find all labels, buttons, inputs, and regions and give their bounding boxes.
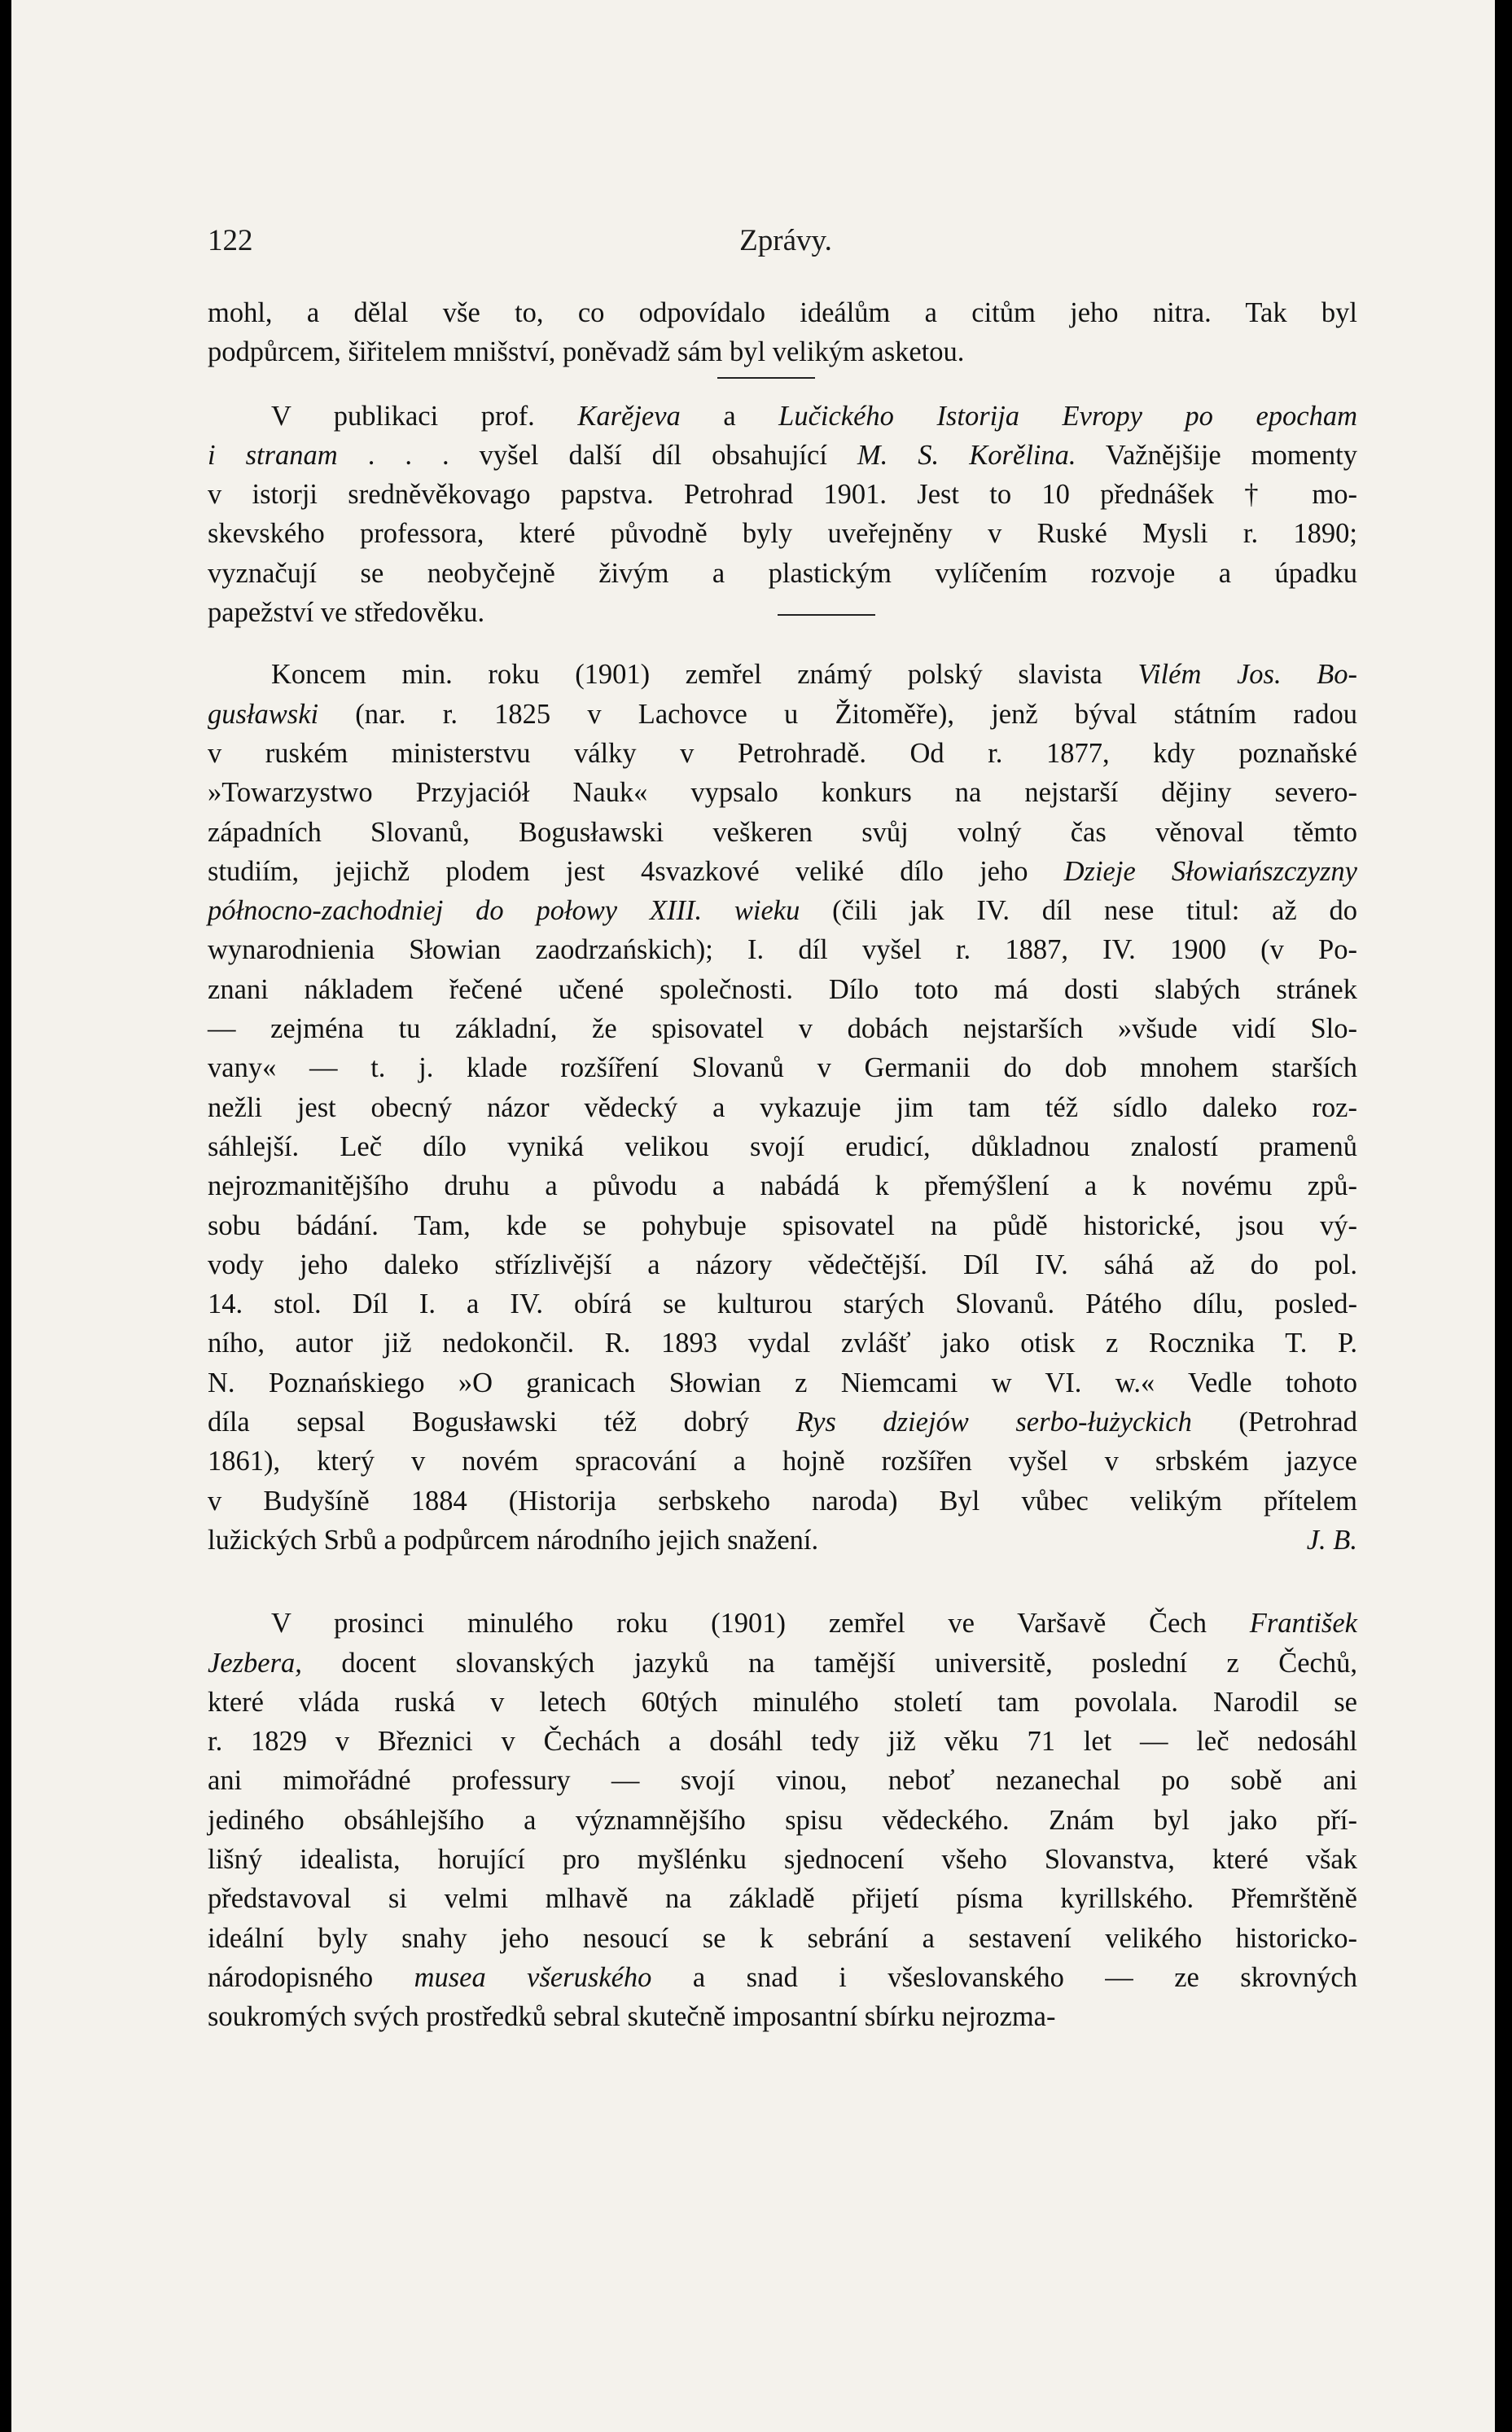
text-line: wynarodnienia Słowian zaodrzańskich); I. díl vyšel r. 1887, IV. 1900 (v Po- (208, 934, 1357, 966)
text-line: vany« — t. j. klade rozšíření Slovanů v Germanii do dob mnohem starších (208, 1052, 1357, 1084)
text-line: národopisného musea všeruského a snad i všeslovanského — ze skrovných (208, 1961, 1357, 1993)
page-header (208, 223, 1364, 264)
text-line: představoval si velmi mlhavě na základě přijetí písma kyrillského. Přemrštěně (208, 1883, 1357, 1915)
text-line: jediného obsáhlejšího a významnějšího spisu vědeckého. Znám byl jako pří- (208, 1804, 1357, 1836)
text-line: které vláda ruská v letech 60tých minulého století tam povolala. Narodil se (208, 1686, 1357, 1718)
text-line: 1861), který v novém spracování a hojně rozšířen vyšel v srbském jazyce (208, 1446, 1357, 1477)
paragraph-2 (208, 397, 1357, 633)
text-line: v ruském ministerstvu války v Petrohradě. Od r. 1877, kdy poznaňské (208, 737, 1357, 769)
separator-rule (717, 377, 815, 379)
separator-rule (778, 614, 875, 616)
text-line: »Towarzystwo Przyjaciół Nauk« vypsalo konkurs na nejstarší dějiny severo- (208, 777, 1357, 809)
text-line: sobu bádání. Tam, kde se pohybuje spisovatel na půdě historické, jsou vý- (208, 1209, 1357, 1241)
page-number: 122 (208, 224, 253, 257)
text-line: V prosinci minulého roku (1901) zemřel ve Varšavě Čech František (271, 1608, 1357, 1640)
text-line: i stranam . . . vyšel další díl obsahující M. S. Korělina. Važnějšije momenty (208, 439, 1357, 471)
text-line: západních Slovanů, Bogusławski veškeren svůj volný čas věnoval těmto (208, 816, 1357, 848)
text-line: nejrozmanitějšího druhu a původu a nabádá k přemýšlení a k novému způ- (208, 1170, 1357, 1202)
paragraph-3 (208, 655, 1357, 1560)
text-line: v istorji sredněvěkovago papstva. Petrohrad 1901. Jest to 10 přednášek † mo- (208, 479, 1357, 511)
text-line: vyznačují se neobyčejně živým a plastickým vylíčením rozvoje a úpadku (208, 557, 1357, 589)
text-line: N. Poznańskiego »O granicach Słowian z Niemcami w VI. w.« Vedle tohoto (208, 1367, 1357, 1398)
author-signature: J. B. (1306, 1524, 1357, 1556)
text-line: soukromých svých prostředků sebral skutečně imposantní sbírku nejrozma- (208, 2001, 1056, 2033)
text-line: podpůrcem, šiřitelem mnišství, poněvadž sám byl velikým asketou. (208, 336, 965, 368)
text-line: V publikaci prof. Karějeva a Lučického Istorija Evropy po epocham (271, 400, 1357, 432)
paragraph-4 (208, 1604, 1357, 2036)
text-line: studiím, jejichž plodem jest 4svazkové veliké dílo jeho Dzieje Słowiańszczyzny (208, 855, 1357, 887)
text-line: północno-zachodniej do połowy XIII. wieku (čili jak IV. díl nese titul: až do (208, 895, 1358, 927)
text-line: Koncem min. roku (1901) zemřel známý polský slavista Vilém Jos. Bo- (271, 659, 1357, 691)
text-line: díla sepsal Bogusławski též dobrý Rys dziejów serbo-łużyckich (Petrohrad (208, 1407, 1357, 1438)
text-line: mohl, a dělal vše to, co odpovídalo ideálům a citům jeho nitra. Tak byl (208, 297, 1357, 328)
section-separator (208, 632, 1357, 655)
text-line: nežli jest obecný názor vědecký a vykazuje jim tam též sídlo daleko roz- (208, 1091, 1357, 1123)
text-line: lišný idealista, horující pro myšlénku sjednocení všeho Slovanstva, které však (208, 1843, 1357, 1875)
text-line: gusławski (nar. r. 1825 v Lachovce u Žitoměře), jenž býval státním radou (208, 698, 1357, 730)
scanned-page (11, 0, 1495, 2432)
text-line: — zejména tu základní, že spisovatel v dobách nejstarších »všude vidí Slo- (208, 1013, 1357, 1045)
paragraph-1 (208, 293, 1357, 372)
text-line: papežství ve středověku. (208, 597, 485, 629)
section-separator (208, 372, 1357, 397)
body-text (208, 293, 1357, 2036)
running-head: Zprávy. (739, 224, 832, 257)
text-line: lužických Srbů a podpůrcem národního jejich snažení. J. B. (208, 1521, 1357, 1560)
text-line: Jezbera, docent slovanských jazyků na tamější universitě, poslední z Čechů, (208, 1647, 1357, 1679)
text-line: v Budyšíně 1884 (Historija serbskeho naroda) Byl vůbec velikým přítelem (208, 1485, 1357, 1517)
text-line: znani nákladem řečené učené společnosti. Dílo toto má dosti slabých stránek (208, 973, 1357, 1005)
text-line: vody jeho daleko střízlivější a názory vědečtější. Díl IV. sáhá až do pol. (208, 1249, 1357, 1280)
text-line: ního, autor již nedokončil. R. 1893 vydal zvlášť jako otisk z Rocznika T. P. (208, 1328, 1357, 1359)
text-line: 14. stol. Díl I. a IV. obírá se kulturou starých Slovanů. Pátého dílu, posled- (208, 1288, 1357, 1320)
text-line: skevského professora, které původně byly uveřejněny v Ruské Mysli r. 1890; (208, 518, 1357, 550)
text-line: r. 1829 v Březnici v Čechách a dosáhl tedy již věku 71 let — leč nedosáhl (208, 1726, 1357, 1758)
text-line: sáhlejší. Leč dílo vyniká velikou svojí erudicí, důkladnou znalostí pramenů (208, 1130, 1357, 1162)
text-line: ani mimořádné professury — svojí vinou, neboť nezanechal po sobě ani (208, 1765, 1357, 1797)
text-line: ideální byly snahy jeho nesoucí se k sebrání a sestavení velikého historicko- (208, 1922, 1357, 1954)
section-gap (208, 1560, 1357, 1604)
